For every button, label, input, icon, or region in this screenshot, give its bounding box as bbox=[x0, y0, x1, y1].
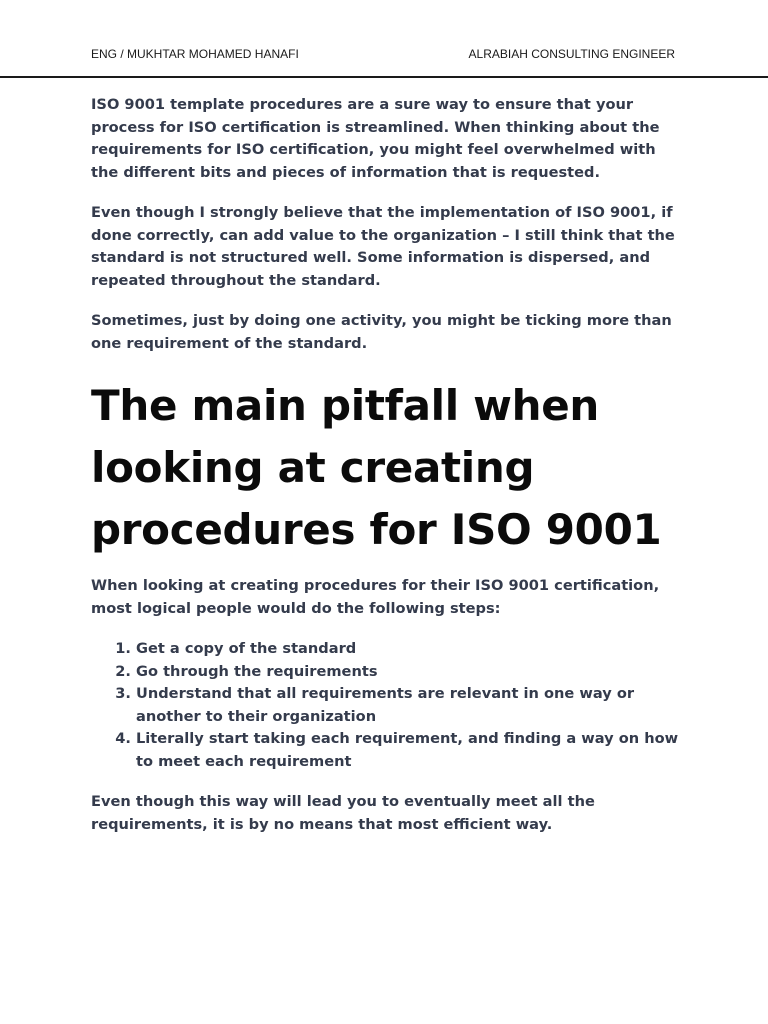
intro-paragraph-1: ISO 9001 template procedures are a sure way to ensure that your process for ISO certification is streamlined. When thinking about the requirements for ISO certification, you might feel overwhelmed with the different bits and pieces of information that is requested. bbox=[91, 96, 660, 181]
list-item: 4. Literally start taking each requirement, and finding a way on how to meet each requirement bbox=[136, 728, 687, 773]
list-item: 3. Understand that all requirements are relevant in one way or another to their organization bbox=[136, 683, 687, 728]
section-heading: The main pitfall when looking at creating procedures for ISO 9001 bbox=[91, 381, 662, 554]
list-item: 2. Go through the requirements bbox=[136, 661, 687, 684]
page-header bbox=[0, 0, 768, 78]
intro-paragraph-2: Even though I strongly believe that the implementation of ISO 9001, if done correctly, can add value to the organization – I still think that the standard is not structured well. Some information is dispersed, and repeated throughout the standard. bbox=[91, 204, 675, 289]
header-company: ALRABIAH CONSULTING ENGINEER bbox=[468, 47, 675, 61]
intro-paragraph-3: Sometimes, just by doing one activity, you might be ticking more than one requirement of the standard. bbox=[91, 312, 672, 352]
header-author: ENG / MUKHTAR MOHAMED HANAFI bbox=[91, 47, 299, 61]
closing-paragraph: Even though this way will lead you to eventually meet all the requirements, it is by no means that most efficient way. bbox=[91, 793, 595, 833]
document-body bbox=[91, 94, 687, 854]
section-lead-paragraph: When looking at creating procedures for their ISO 9001 certification, most logical people would do the following steps: bbox=[91, 577, 660, 617]
steps-list bbox=[91, 638, 687, 773]
list-item: 1. Get a copy of the standard bbox=[136, 638, 687, 661]
